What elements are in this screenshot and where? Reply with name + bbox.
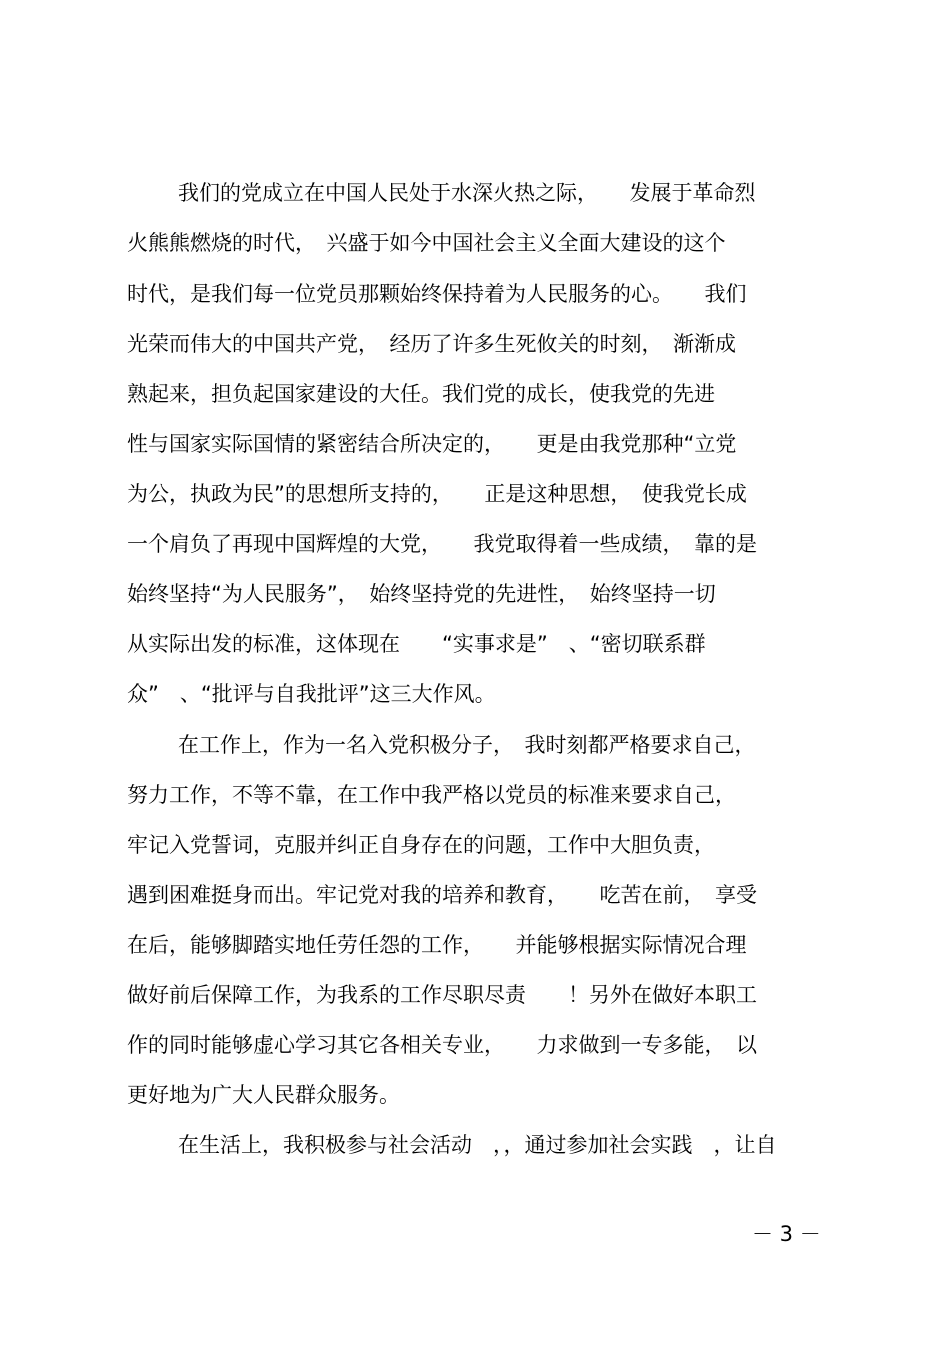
text-line: 一个肩负了再现中国辉煌的大党， 我党取得着一些成绩， 靠的是 <box>127 532 757 556</box>
text-line: 性与国家实际国情的紧密结合所决定的， 更是由我党那种“立党 <box>127 432 737 456</box>
text-line: 牢记入党誓词，克服并纠正自身存在的问题，工作中大胆负责， <box>127 833 715 857</box>
text-line: 努力工作，不等不靠，在工作中我严格以党员的标准来要求自己， <box>127 783 736 807</box>
text-line: 熟起来，担负起国家建设的大任。我们党的成长，使我党的先进 <box>127 382 715 406</box>
text-line: 在生活上，我积极参与社会活动 ，，通过参加社会实践 ，让自 <box>178 1133 777 1157</box>
text-line: 作的同时能够虚心学习其它各相关专业， 力求做到一专多能， 以 <box>127 1033 757 1057</box>
text-line: 为公，执政为民”的思想所支持的， 正是这种思想， 使我党长成 <box>127 482 747 506</box>
text-line: 时代，是我们每一位党员那颗始终保持着为人民服务的心。 我们 <box>127 282 747 306</box>
text-line: 更好地为广大人民群众服务。 <box>127 1083 400 1107</box>
text-line: 我们的党成立在中国人民处于水深火热之际， 发展于革命烈 <box>178 181 756 205</box>
text-line: 众” 、“批评与自我批评”这三大作风。 <box>127 682 496 706</box>
text-line: 光荣而伟大的中国共产党， 经历了许多生死攸关的时刻， 渐渐成 <box>127 332 736 356</box>
text-line: 始终坚持“为人民服务”， 始终坚持党的先进性， 始终坚持一切 <box>127 582 716 606</box>
text-line: 从实际出发的标准，这体现在 “实事求是” 、“密切联系群 <box>127 632 706 656</box>
page-number: － 3 － <box>752 1222 821 1246</box>
text-line: 在后，能够脚踏实地任劳任怨的工作， 并能够根据实际情况合理 <box>127 933 747 957</box>
text-line: 在工作上，作为一名入党积极分子， 我时刻都严格要求自己， <box>178 733 756 757</box>
text-line: 遇到困难挺身而出。牢记党对我的培养和教育， 吃苦在前， 享受 <box>127 883 757 907</box>
text-line: 火熊熊燃烧的时代， 兴盛于如今中国社会主义全面大建设的这个 <box>127 231 726 255</box>
text-line: 做好前后保障工作，为我系的工作尽职尽责 ！另外在做好本职工 <box>127 983 757 1007</box>
